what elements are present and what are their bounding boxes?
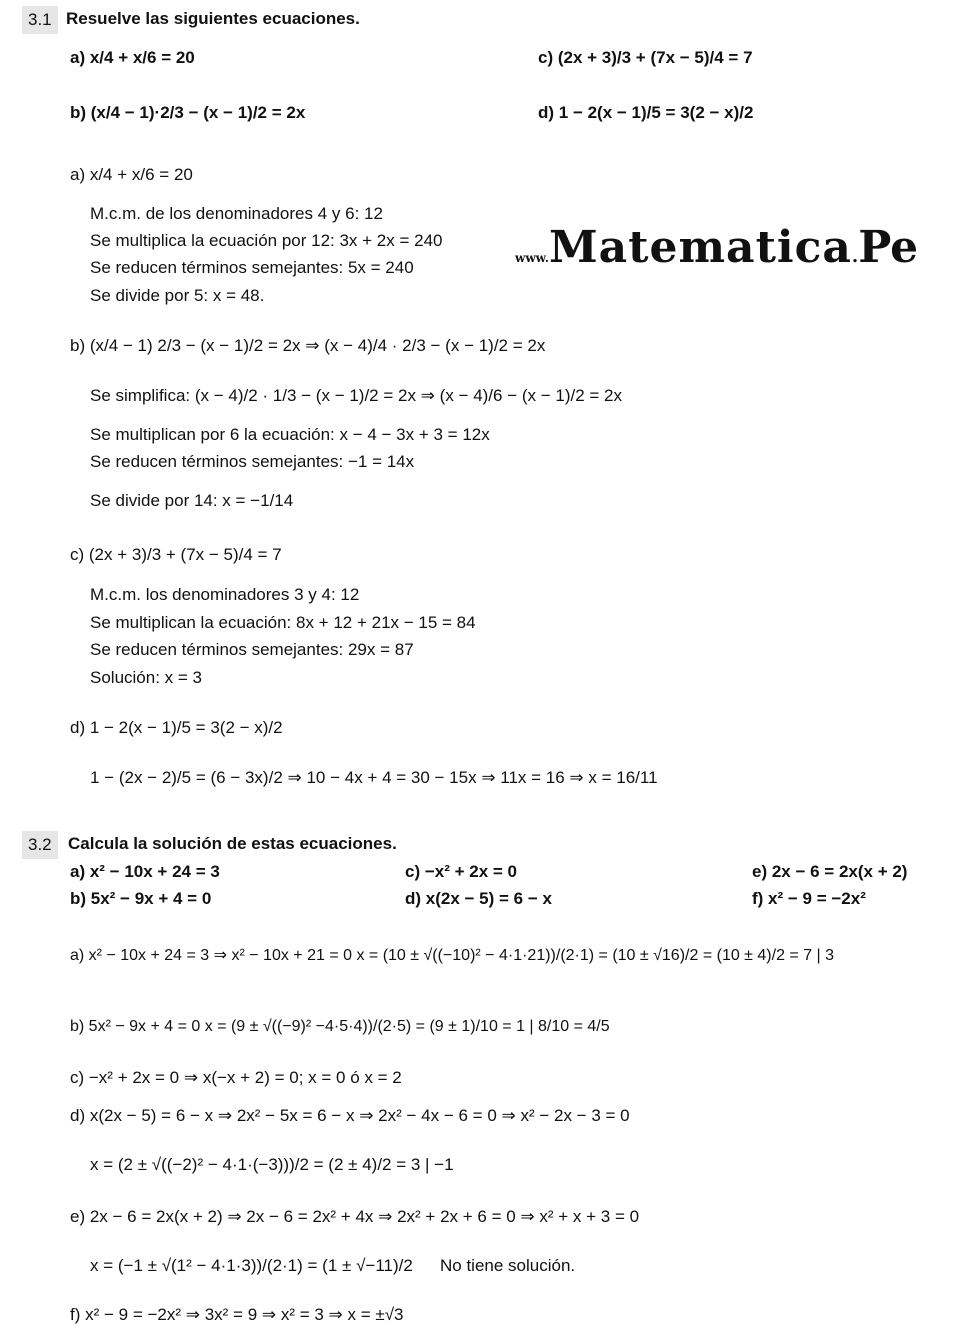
solution-3-1-b-step3: Se reducen términos semejantes: −1 = 14x <box>90 452 415 471</box>
solution-3-1-a-step3: Se reducen términos semejantes: 5x = 240 <box>90 258 414 277</box>
solution-3-1-c-step2: Se multiplican la ecuación: 8x + 12 + 21x − 15 = 84 <box>90 613 476 632</box>
solution-3-2-c: c) −x² + 2x = 0 ⇒ x(−x + 2) = 0; x = 0 ó x = 2 <box>70 1068 402 1087</box>
solution-3-1-c-equation: c) (2x + 3)/3 + (7x − 5)/4 = 7 <box>70 545 282 564</box>
exercise-number-3-2: 3.2 <box>22 831 58 859</box>
exercise-number-3-1: 3.1 <box>22 6 58 34</box>
solution-3-2-e-line2: x = (−1 ± √(1² − 4·1·3))/(2·1) = (1 ± √−11)/2 <box>90 1256 413 1275</box>
problem-3-2-b: b) 5x² − 9x + 4 = 0 <box>70 889 212 908</box>
solution-3-1-b-step1: Se simplifica: (x − 4)/2 · 1/3 − (x − 1)/2 = 2x ⇒ (x − 4)/6 − (x − 1)/2 = 2x <box>90 386 623 405</box>
problem-3-2-f: f) x² − 9 = −2x² <box>752 889 866 908</box>
solution-3-2-e-line1: e) 2x − 6 = 2x(x + 2) ⇒ 2x − 6 = 2x² + 4x ⇒ 2x² + 2x + 6 = 0 ⇒ x² + x + 3 = 0 <box>70 1207 640 1226</box>
problem-3-1-c: c) (2x + 3)/3 + (7x − 5)/4 = 7 <box>538 48 753 67</box>
exercise-title-3-2: Calcula la solución de estas ecuaciones. <box>68 834 397 853</box>
problem-3-1-d: d) 1 − 2(x − 1)/5 = 3(2 − x)/2 <box>538 103 754 122</box>
problem-3-1-a: a) x/4 + x/6 = 20 <box>70 48 195 67</box>
logo-main: Matematica <box>548 222 852 273</box>
logo-dot: . <box>851 246 859 267</box>
exercise-title-3-1: Resuelve las siguientes ecuaciones. <box>66 9 360 28</box>
problem-3-1-b: b) (x/4 − 1)·2/3 − (x − 1)/2 = 2x <box>70 103 306 122</box>
solution-3-2-f: f) x² − 9 = −2x² ⇒ 3x² = 9 ⇒ x² = 3 ⇒ x = ±√3 <box>70 1305 404 1324</box>
solution-3-1-d-step1: 1 − (2x − 2)/5 = (6 − 3x)/2 ⇒ 10 − 4x + 4 = 30 − 15x ⇒ 11x = 16 ⇒ x = 16/11 <box>90 768 658 787</box>
solution-3-2-d-line2: x = (2 ± √((−2)² − 4·1·(−3)))/2 = (2 ± 4)/2 = 3 | −1 <box>90 1155 454 1174</box>
solution-3-1-a-step2: Se multiplica la ecuación por 12: 3x + 2x = 240 <box>90 231 443 250</box>
solution-3-1-b-equation: b) (x/4 − 1) 2/3 − (x − 1)/2 = 2x ⇒ (x − 4)/4 · 2/3 − (x − 1)/2 = 2x <box>70 336 546 355</box>
solution-3-2-d-line1: d) x(2x − 5) = 6 − x ⇒ 2x² − 5x = 6 − x ⇒ 2x² − 4x − 6 = 0 ⇒ x² − 2x − 3 = 0 <box>70 1106 630 1125</box>
solution-3-1-c-step1: M.c.m. los denominadores 3 y 4: 12 <box>90 585 360 604</box>
logo-www: www. <box>515 251 549 265</box>
solution-3-1-c-step4: Solución: x = 3 <box>90 668 202 687</box>
solution-3-1-a-step1: M.c.m. de los denominadores 4 y 6: 12 <box>90 204 383 223</box>
problem-3-2-d: d) x(2x − 5) = 6 − x <box>405 889 552 908</box>
solution-3-1-a-equation: a) x/4 + x/6 = 20 <box>70 165 193 184</box>
solution-3-2-a: a) x² − 10x + 24 = 3 ⇒ x² − 10x + 21 = 0 x = (10 ± √((−10)² − 4·1·21))/(2·1) = (10 ± √16)/2 = (10 ± 4)/2 = 7 | 3 <box>70 947 835 964</box>
solution-3-2-b: b) 5x² − 9x + 4 = 0 x = (9 ± √((−9)² −4·5·4))/(2·5) = (9 ± 1)/10 = 1 | 8/10 = 4/5 <box>70 1018 610 1035</box>
solution-3-1-b-step2: Se multiplican por 6 la ecuación: x − 4 − 3x + 3 = 12x <box>90 425 490 444</box>
problem-3-2-a: a) x² − 10x + 24 = 3 <box>70 862 220 881</box>
solution-3-1-b-step4: Se divide por 14: x = −1/14 <box>90 491 294 510</box>
solution-3-1-a-step4: Se divide por 5: x = 48. <box>90 286 265 305</box>
matematica-pe-logo <box>515 222 918 273</box>
solution-3-1-c-step3: Se reducen términos semejantes: 29x = 87 <box>90 640 414 659</box>
solution-3-1-d-equation: d) 1 − 2(x − 1)/5 = 3(2 − x)/2 <box>70 718 283 737</box>
problem-3-2-e: e) 2x − 6 = 2x(x + 2) <box>752 862 908 881</box>
logo-pe: Pe <box>858 222 919 273</box>
solution-3-2-e-note: No tiene solución. <box>440 1256 576 1275</box>
problem-3-2-c: c) −x² + 2x = 0 <box>405 862 517 881</box>
